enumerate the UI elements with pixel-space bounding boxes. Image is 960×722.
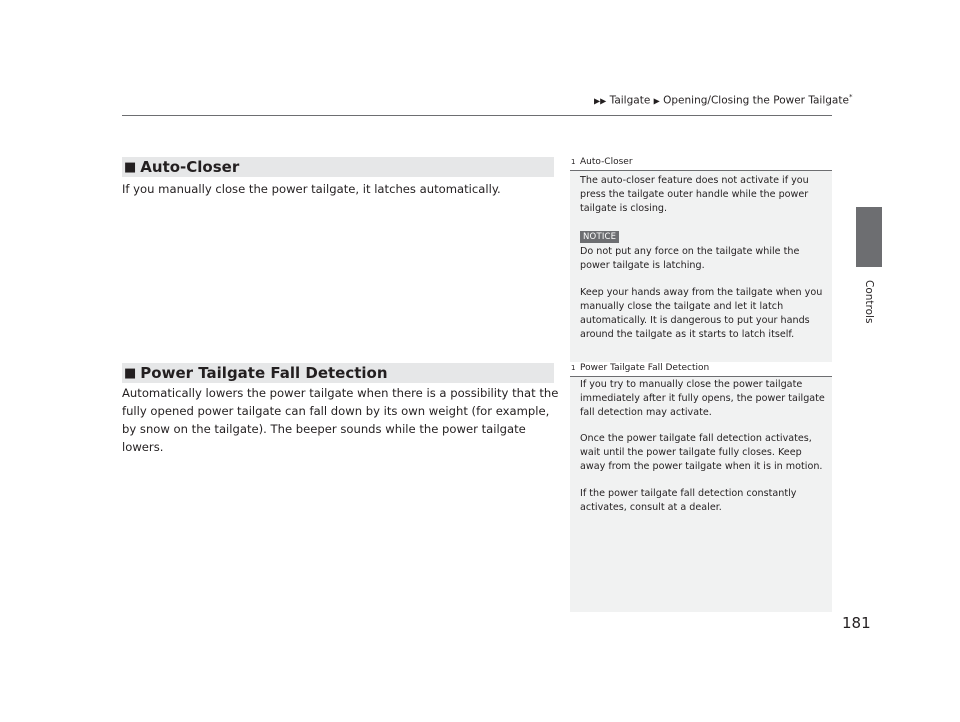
note-reference-icon: 1 (571, 158, 576, 166)
note-title-auto-closer: 1 Auto-Closer (570, 156, 832, 171)
fall-detection-body: Automatically lowers the power tailgate when there is a possibility that the fully opened power tailgate can fall down by its own weight (for example, by snow on the tailgate). The beeper sounds while the power tailgate lowers. (122, 386, 559, 454)
square-bullet-icon: ■ (124, 159, 137, 175)
section-title: Auto-Closer (140, 158, 240, 176)
breadcrumb-power-tailgate[interactable]: Opening/Closing the Power Tailgate (663, 94, 849, 107)
auto-closer-body: If you manually close the power tailgate, it latches automatically. (122, 182, 501, 196)
note-auto-closer-p1: The auto-closer feature does not activate if you press the tailgate outer handle while the power tailgate is closing. (580, 175, 809, 214)
note-fall-detection-p2: Once the power tailgate fall detection activates, wait until the power tailgate fully closes. Keep away from the power tailgate when it is in motion. (580, 433, 823, 472)
note-title-fall-detection: 1 Power Tailgate Fall Detection (570, 362, 832, 377)
double-arrow-icon: ▶▶ (594, 96, 607, 106)
note-auto-closer-p2: Do not put any force on the tailgate while the power tailgate is latching. (580, 246, 800, 271)
page-number: 181 (842, 614, 871, 632)
breadcrumb (594, 93, 852, 107)
header-rule (122, 115, 832, 116)
square-bullet-icon: ■ (124, 365, 137, 381)
breadcrumb-tailgate[interactable]: Tailgate (609, 94, 651, 107)
option-star: * (848, 93, 853, 101)
side-tab-marker (856, 207, 882, 267)
notice-badge: NOTICE (580, 231, 619, 243)
note-fall-detection-p1: If you try to manually close the power tailgate immediately after it fully opens, the power tailgate fall detection may activate. (580, 379, 825, 418)
note-auto-closer-p3: Keep your hands away from the tailgate when you manually close the tailgate and let it latch automatically. It is dangerous to put your hands around the tailgate as it starts to latch itself. (580, 287, 823, 340)
side-tab-label: Controls (863, 280, 875, 324)
note-fall-detection-p3: If the power tailgate fall detection constantly activates, consult at a dealer. (580, 488, 797, 513)
section-heading-auto-closer (122, 157, 554, 177)
section-heading-fall-detection (122, 363, 554, 383)
section-title: Power Tailgate Fall Detection (140, 364, 388, 382)
note-reference-icon: 1 (571, 364, 576, 372)
arrow-icon: ▶ (653, 96, 660, 106)
